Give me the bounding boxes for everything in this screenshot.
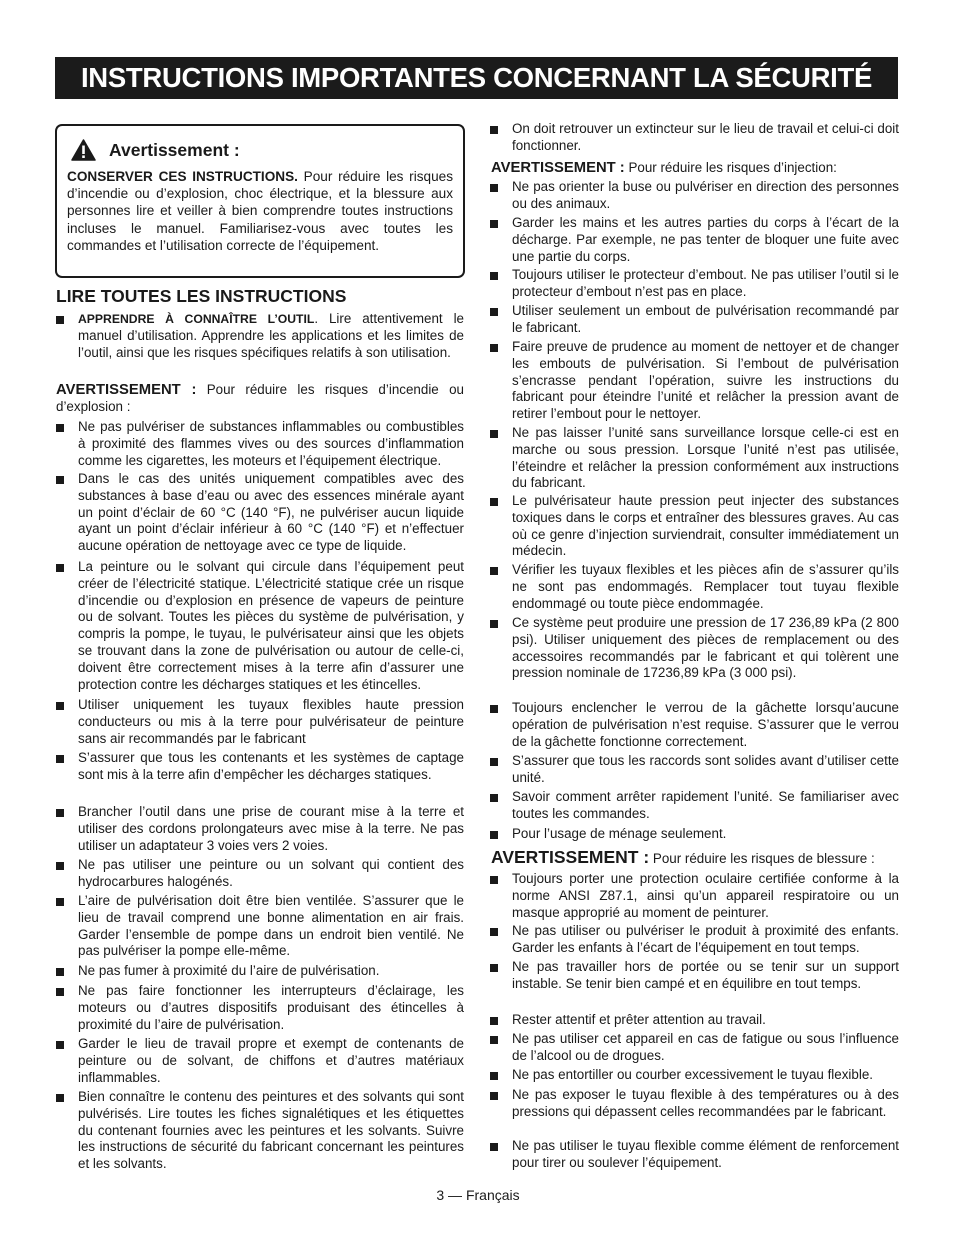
warning-body: Pour réduire les risques d’incendie ou d’explosion, choc électrique, et la blessure aux personnes lire et veiller à bien comprendre toutes instructions incluses le manuel. Familiarisez-vous avec toutes les commandes et l’utilisation correcte de l’équipement. [67, 169, 453, 253]
bullet-text: Ce système peut produire une pression de 17 236,89 kPa (2 800 psi). Utiliser uniquement des pièces de remplacement ou des accessoires recommandés par le fabricant et qui tolèrent une pression nominale de 17236,89 kPa (3 000 psi). [512, 615, 899, 681]
bullet-text: Ne pas faire fonctionner les interrupteurs d’éclairage, les moteurs ou d’autres dispositifs produisant des étincelles à proximité du l’aire de pulvérisation. [78, 983, 464, 1032]
bullet-text: Ne pas entortiller ou courber excessivement le tuyau flexible. [512, 1067, 873, 1082]
bullet-item [78, 983, 464, 1033]
bullet-item [512, 923, 899, 957]
warning-lead: CONSERVER CES INSTRUCTIONS. [67, 169, 298, 184]
bullet-text: Pour l’usage de ménage seulement. [512, 826, 727, 841]
warning-triangle-icon [71, 139, 96, 161]
bullet-item [78, 311, 464, 361]
bullet-item [512, 493, 899, 560]
bullet-text: Toujours utiliser le protecteur d’embout. Ne pas utiliser l’outil si le protecteur d’embout n’est pas en place. [512, 267, 899, 299]
bullet-square-icon [56, 564, 64, 572]
bullet-text: Ne pas utiliser ou pulvériser le produit à proximité des enfants. Garder les enfants à l’écart de l’équipement en tout temps. [512, 923, 899, 955]
bullet-square-icon [490, 567, 498, 575]
warning-header [71, 137, 240, 163]
avertissement-text: Pour réduire les risques d’incendie ou d’explosion : [56, 382, 464, 414]
bullet-text: Ne pas fumer à proximité du l’aire de pulvérisation. [78, 963, 380, 978]
bullet-item [512, 615, 899, 682]
bullet-square-icon [490, 876, 498, 884]
bullet-item [512, 267, 899, 301]
bullet-text: Ne pas orienter la buse ou pulvériser en direction des personnes ou des animaux. [512, 179, 899, 211]
bullet-item [512, 959, 899, 993]
bullet-text: Rester attentif et prêter attention au travail. [512, 1012, 766, 1027]
bullet-text: Toujours porter une protection oculaire certifiée conforme à la norme ANSI Z87.1, ainsi qu’un appareil respiratoire ou un masque approprié au moment de peinturer. [512, 871, 899, 920]
bullet-text: Dans le cas des unités uniquement compatibles avec des substances à base d’eau ou avec des essences minérale ayant un point d’éclair de 60 °C (140 °F), ne pulvériser aucun liquide ayant un point d’éclair inférieur à 60 °C (140 °F) et n’effectuer aucune opération de nettoyage avec ce type de liquide. [78, 471, 464, 554]
avertissement-label: AVERTISSEMENT : [56, 382, 197, 398]
bullet-text: Bien connaître le contenu des peintures et des solvants qui sont pulvérisés. Lire toutes les fiches signalétiques et les étiquettes du contenant fournies avec les peintures et les solvants. Suivre les instructions de sécurité du fabricant concernant les peintures et les solvants. [78, 1089, 464, 1172]
bullet-square-icon [490, 1092, 498, 1100]
warning-paragraph [491, 849, 899, 868]
bullet-item [512, 562, 899, 612]
page-title: INSTRUCTIONS IMPORTANTES CONCERNANT LA SÉCURITÉ [80, 62, 873, 93]
bullet-item [78, 750, 464, 784]
bullet-text: S’assurer que tous les contenants et les systèmes de captage sont mis à la terre afin d’empêcher les décharges statiques. [78, 750, 464, 782]
warning-paragraph [491, 160, 899, 177]
bullet-square-icon [56, 476, 64, 484]
bullet-text: Savoir comment arrêter rapidement l’unité. Se familiariser avec toutes les commandes. [512, 789, 899, 821]
bullet-text: Ne pas utiliser le tuyau flexible comme élément de renforcement pour tirer ou soulever l’équipement. [512, 1138, 899, 1170]
bullet-text: Le pulvérisateur haute pression peut injecter des substances toxiques dans le corps et entraîner des blessures graves. Au cas où ce genre d’injection surviendrait, consulter immédiatement un médecin. [512, 493, 899, 559]
bullet-square-icon [56, 755, 64, 763]
bullet-square-icon [56, 424, 64, 432]
bullet-square-icon [490, 344, 498, 352]
bullet-text: Utiliser seulement un embout de pulvérisation recommandé par le fabricant. [512, 303, 899, 335]
bullet-item [512, 1012, 899, 1029]
bullet-square-icon [490, 1072, 498, 1080]
warning-label: Avertissement : [109, 139, 240, 160]
page-footer [0, 1187, 954, 1203]
bullet-text: Ne pas travailler hors de portée ou se tenir sur un support instable. Se tenir bien campé et en équilibre en tout temps. [512, 959, 899, 991]
bullet-item [512, 215, 899, 265]
bullet-square-icon [490, 705, 498, 713]
bullet-square-icon [490, 126, 498, 134]
bullet-square-icon [490, 1143, 498, 1151]
bullet-item [78, 893, 464, 960]
bullet-square-icon [490, 498, 498, 506]
bullet-square-icon [490, 272, 498, 280]
bullet-item [78, 857, 464, 891]
bullet-text: On doit retrouver un extincteur sur le lieu de travail et celui-ci doit fonctionner. [512, 121, 899, 153]
bullet-item [78, 559, 464, 693]
bullet-text: Toujours enclencher le verrou de la gâchette lorsqu’aucune opération de pulvérisation n’est requise. S’assurer que le verrou de la gâchette fonctionne correctement. [512, 700, 899, 749]
bullet-item [78, 419, 464, 469]
bullet-item [512, 700, 899, 750]
bullet-item [78, 1089, 464, 1173]
bullet-item [512, 1031, 899, 1065]
section-heading: LIRE TOUTES LES INSTRUCTIONS [56, 286, 347, 306]
warning-paragraph [56, 382, 464, 416]
bullet-square-icon [490, 1036, 498, 1044]
bullet-item [512, 753, 899, 787]
bullet-item [78, 471, 464, 555]
bullet-text: Faire preuve de prudence au moment de nettoyer et de changer les embouts de pulvérisation. Si l’embout de pulvérisation s’encrasse pendant l’opération, suivre les instructions du fabricant pour éteindre l’unité et relâcher la pression avant de retirer l’embout pour le nettoyer. [512, 339, 899, 422]
bullet-square-icon [490, 794, 498, 802]
bullet-text: Ne pas utiliser cet appareil en cas de fatigue ou sous l’influence de l’alcool ou de drogues. [512, 1031, 899, 1063]
bullet-square-icon [490, 184, 498, 192]
bullet-text: Ne pas pulvériser de substances inflammables ou combustibles à proximité des flammes vives ou des sources d’inflammation comme les cigarettes, les moteurs et l’équipement électrique. [78, 419, 464, 468]
bullet-text: Ne pas utiliser une peinture ou un solvant qui contient des hydrocarbures halogénés. [78, 857, 464, 889]
bullet-item [512, 303, 899, 337]
bullet-square-icon [490, 220, 498, 228]
bullet-text: Ne pas laisser l’unité sans surveillance lorsque celle-ci est en marche ou sous pression. Lorsque l’unité n’est pas utilisée, l’éteindre et relâcher la pression conformément aux instructions du fabricant. [512, 425, 899, 491]
bullet-square-icon [56, 862, 64, 870]
bullet-text: . Lire attentivement le manuel d’utilisation. Apprendre les applications et les limites de l’outil, ainsi que les risques spécifiques relatifs à son utilisation. [78, 311, 464, 360]
bullet-text: Garder le lieu de travail propre et exempt de contenants de peinture ou de solvant, de chiffons et d’autres matériaux inflammables. [78, 1036, 464, 1085]
warning-text [67, 168, 453, 254]
bullet-square-icon [490, 308, 498, 316]
bullet-item [512, 1087, 899, 1121]
bullet-square-icon [56, 988, 64, 996]
bullet-item [512, 121, 899, 155]
bullet-item [512, 179, 899, 213]
title-banner [55, 57, 898, 99]
bullet-item [512, 789, 899, 823]
bullet-item [512, 1067, 899, 1084]
bullet-text: Brancher l’outil dans une prise de courant mise à la terre et utiliser des cordons prolongateurs avec mise à la terre. Ne pas utiliser un adaptateur 3 voies vers 2 voies. [78, 804, 464, 853]
bullet-square-icon [490, 620, 498, 628]
bullet-item [512, 425, 899, 492]
bullet-item [78, 804, 464, 854]
bullet-square-icon [56, 1094, 64, 1102]
bullet-square-icon [490, 964, 498, 972]
bullet-square-icon [56, 316, 64, 324]
bullet-square-icon [490, 831, 498, 839]
bullet-square-icon [56, 1041, 64, 1049]
bullet-text: Garder les mains et les autres parties du corps à l’écart de la décharge. Par exemple, ne pas tenter de bloquer une fuite avec une partie du corps. [512, 215, 899, 264]
bullet-item [78, 1036, 464, 1086]
avertissement-text: Pour réduire les risques d’injection: [624, 160, 837, 175]
bullet-item [512, 1138, 899, 1172]
bullet-item [512, 871, 899, 921]
avertissement-label: AVERTISSEMENT : [491, 847, 650, 867]
bullet-text: S’assurer que tous les raccords sont solides avant d’utiliser cette unité. [512, 753, 899, 785]
bullet-square-icon [56, 968, 64, 976]
bullet-text: Utiliser uniquement les tuyaux flexibles haute pression conducteurs ou mis à la terre pour pulvérisateur de peinture sans air recommandés par le fabricant [78, 697, 464, 746]
bullet-text: Ne pas exposer le tuyau flexible à des températures ou à des pressions qui dépassent celles recommandées par le fabricant. [512, 1087, 899, 1119]
bullet-text: L’aire de pulvérisation doit être bien ventilée. S’assurer que le lieu de travail comprend une bonne alimentation en air frais. Garder l’ensemble de pompe dans un endroit bien ventilé. Ne pas pulvériser la pompe elle-même. [78, 893, 464, 959]
bullet-item [78, 963, 464, 980]
bullet-square-icon [490, 430, 498, 438]
warning-box [55, 124, 465, 278]
bullet-item [78, 697, 464, 747]
bullet-item [512, 339, 899, 423]
bullet-square-icon [56, 702, 64, 710]
avertissement-label: AVERTISSEMENT : [491, 160, 625, 176]
footer-text: 3 — Français [436, 1187, 520, 1203]
bullet-text: La peinture ou le solvant qui circule dans l’équipement peut créer de l’électricité statique. L’électricité statique crée un risque d’incendie ou d’explosion en présence de vapeurs de peinture ou de solvant. Toutes les pièces du système de pulvérisation, y compris la pompe, le tuyau, le pulvérisateur ainsi que les objets se trouvant dans la zone de pulvérisation ou autour de celle-ci, doivent être correctement mises à la terre afin d’assurer une protection contre les décharges statiques et les étincelles. [78, 559, 464, 692]
bullet-item [512, 826, 899, 843]
bullet-lead: APPRENDRE À CONNAÎTRE L’OUTIL [78, 312, 315, 326]
bullet-text: Vérifier les tuyaux flexibles et les pièces afin de s’assurer qu’ils ne sont pas endommagés. Remplacer tout tuyau flexible endommagé ou toute pièce endommagée. [512, 562, 899, 611]
avertissement-text: Pour réduire les risques de blessure : [649, 851, 875, 866]
bullet-square-icon [490, 928, 498, 936]
bullet-square-icon [490, 758, 498, 766]
bullet-square-icon [56, 898, 64, 906]
bullet-square-icon [490, 1017, 498, 1025]
bullet-square-icon [56, 809, 64, 817]
